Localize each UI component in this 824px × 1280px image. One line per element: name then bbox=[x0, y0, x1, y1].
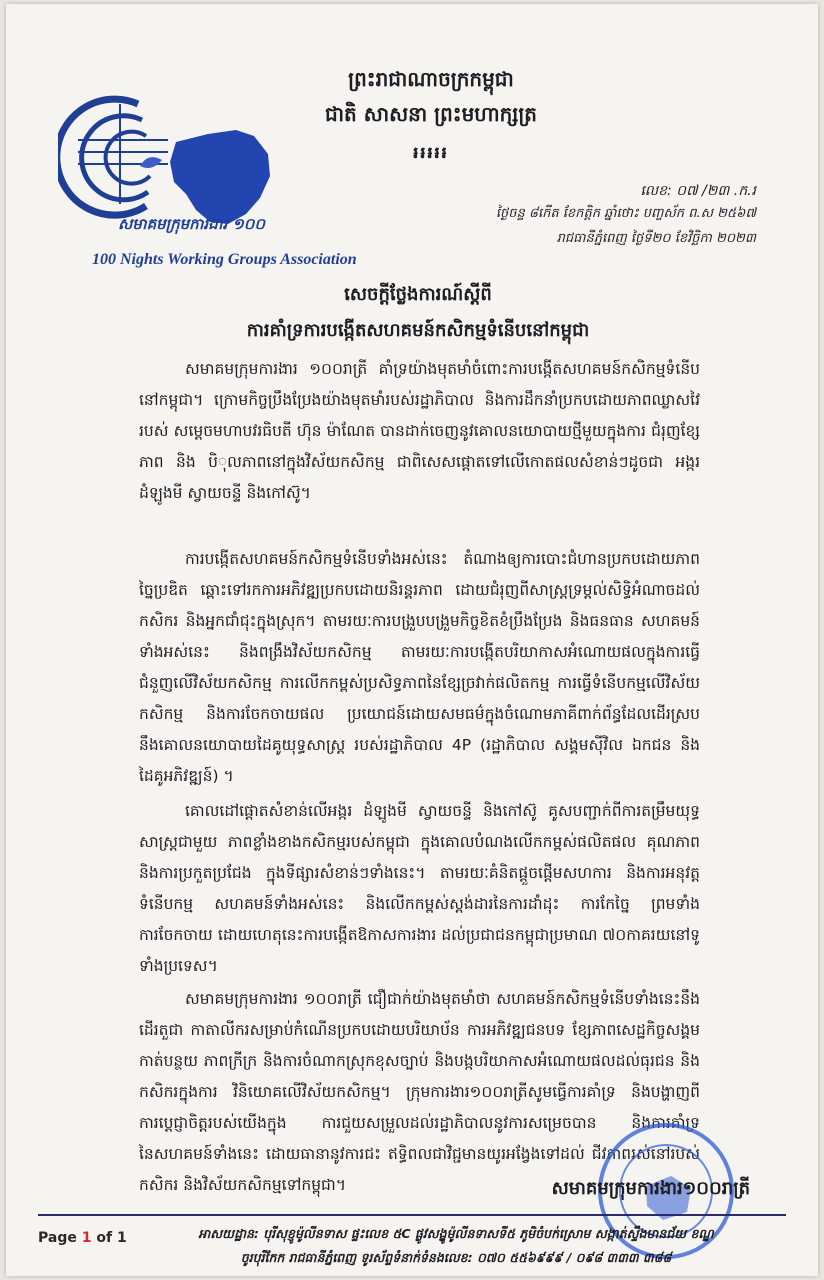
motto-heading: ជាតិ សាសនា ព្រះមហាក្សត្រ bbox=[325, 102, 537, 126]
cambodia-map-icon bbox=[170, 130, 270, 224]
reference-number: លេខ: ០៧ /២៣ .ក.រ bbox=[640, 183, 756, 199]
logo-kh-name: សមាគមក្រុមការងារ ១០០ bbox=[118, 215, 266, 233]
kingdom-heading: ព្រះរាជាណាចក្រកម្ពុជា bbox=[348, 67, 514, 91]
logo-en-name: 100 Nights Working Groups Association bbox=[92, 251, 357, 268]
ornament-divider: ៛៛៛៛៛ bbox=[413, 143, 449, 162]
signature-line: សមាគមក្រុមការងារ១០០រាត្រី bbox=[551, 1178, 750, 1199]
statement-subtitle: ការគាំទ្រការបង្កើតសហគមន៍កសិកម្មទំនើបនៅកម្ពុជា bbox=[246, 320, 590, 341]
logo-leaf-icon bbox=[140, 157, 162, 168]
body-paragraph-1: សមាគមក្រុមការងារ ១០០រាត្រី គាំទ្រយ៉ាងមុតមាំចំពោះការបង្កើតសហគមន៍កសិកម្មទំនើបនៅកម្ពុជា។ ក្រោមកិច្ចប្រឹងប្រែងយ៉ាងមុតមាំរបស់រដ្ឋាភិបាល និងការដឹកនាំប្រកបដោយភាពឈ្លាសវៃរបស់ សម្តេចមហាបវរធិបតី ហ៊ុន ម៉ាណែត បានដាក់ចេញនូវគោលនយោបាយថ្មីមួយក្នុងការ ជំរុញខ្សែភាព និង បិុលភាពនៅក្នុងវិស័យកសិកម្ម ជាពិសេសផ្តោតទៅលើកោតផលសំខាន់ៗដូចជា អង្ករ ដំឡូងមី ស្វាយចន្ទី និងកៅស៊ូ។ bbox=[139, 360, 700, 502]
page-indicator: Page 1 of 1 bbox=[38, 1230, 127, 1246]
body-paragraph-4: សមាគមក្រុមការងារ ១០០រាត្រី ជឿជាក់យ៉ាងមុតមាំថា សហគមន៍កសិកម្មទំនើបទាំងនេះនឹងដើរតួជា កាតាលីករសម្រាប់កំណើនប្រកបដោយបរិយាប័ន ការអភិវឌ្ឍជនបទ ខ្សែភាពសេដ្ឋកិច្ចសង្គម កាត់បន្ថយ ភាពក្រីក្រ និងការចំណាកស្រុកខុសច្បាប់ និងបង្កបរិយាកាសអំណោយផលដល់ធុរជន និងកសិករក្នុងការ វិនិយោគលើវិស័យកសិកម្ម។ ក្រុមការងារ១០០រាត្រីសូមធ្វើការគាំទ្រ និងបង្ហាញពីការប្តេជ្ញាចិត្តរបស់យើងក្នុង ការជួយសម្រួលដល់រដ្ឋាភិបាលនូវការសម្រេចបាន និងការគាំទ្រនៃសហគមន៍ទាំងនេះ ដោយធានានូវការជះ ឥទ្ធិពលជាវិជ្ជមានយូរអង្វែងទៅដល់ ជីវភាពរស់នៅរបស់កសិករ និងវិស័យកសិកម្មទៅកម្ពុជា។ bbox=[139, 990, 700, 1194]
logo-rings-icon bbox=[58, 99, 168, 215]
document-date: រាជធានីភ្នំពេញ ថ្ងៃទី២០ ខែវិច្ឆិកា ២០២៣ bbox=[556, 231, 756, 246]
footer-address: អាសយដ្ឋាន: បុរីសុខ្ញូម៉ូលីនទាស ផ្ទះលេខ ៥C ផ្លូវសង្ខ្ញូម៉ូលីនទាសទី៥ ភូមិចំបក់ស្រោម សង្កាត់ស្ទឹងមានជ័យ ខណ្ឌ bbox=[198, 1226, 714, 1241]
body-paragraph-3: គោលដៅផ្តោតសំខាន់លើអង្ករ ដំឡូងមី ស្វាយចន្ទី និងកៅស៊ូ គូសបញ្ជាក់ពីការតម្រឹមយុទ្ធសាស្ត្រជាមួយ ភាពខ្លាំងខាងកសិកម្មរបស់កម្ពុជា ក្នុងគោលបំណងលើកកម្ពស់ផលិតផល គុណភាព និងការប្រកួតប្រជែង ក្នុងទីផ្សារសំខាន់ៗទាំងនេះ។ តាមរយៈគំនិតផ្តួចផ្តើមសហការ និងការអនុវត្តទំនើបកម្ម សហគមន៍ទាំងអស់នេះ និងលើកកម្ពស់ស្តង់ដារនៃការដាំដុះ ការកែច្នៃ ព្រមទាំងការចែកចាយ ដោយហេតុនេះការបង្កើតឱកាសការងារ ដល់ប្រជាជនកម្ពុជាប្រមាណ ៧០កាគរយនៅទូទាំងប្រទេស។ bbox=[139, 802, 700, 975]
document-page bbox=[6, 4, 818, 1276]
footer-divider bbox=[38, 1214, 786, 1216]
body-paragraph-2: ការបង្កើតសហគមន៍កសិកម្មទំនើបទាំងអស់នេះ តំណាងឲ្យការបោះជំហានប្រកបដោយភាពច្នៃប្រឌិត ឆ្ពោះទៅរកការអភិវឌ្ឍប្រកបដោយនិរន្តរភាព ដោយជំរុញពីសាស្ត្រទ្រម្តល់សិទ្ធិអំណាចដល់កសិករ និងអ្នកជាំជុះក្នុងស្រុក។ តាមរយៈការបង្រួបបង្រួមកិច្ចខិតខំប្រឹងប្រែង និងធនធាន សហគមន៍ទាំងអស់នេះ និងពង្រឹងវិស័យកសិកម្ម តាមរយៈការបង្កើតបរិយាកាសអំណោយផលក្នុងការធ្វើជំនួញលើវិស័យកសិកម្ម ការលើកកម្ពស់ប្រសិទ្ធភាពនៃខ្សែច្រវាក់ផលិតកម្ម ការធ្វើទំនើបកម្មលើវិស័យកសិកម្ម និងការចែកចាយផល ប្រយោជន៍ដោយសមធម៌ក្នុងចំណោមភាគីពាក់ព័ន្ធដែលដើរស្រប នឹងគោលនយោបាយដៃគូយុទ្ធសាស្ត្រ របស់រដ្ឋាភិបាល 4P (រដ្ឋាភិបាល សង្គមស៊ីវិល ឯកជន និងដៃគូអភិវឌ្ឍន៍) ។ bbox=[139, 550, 700, 785]
statement-title: សេចក្តីថ្លែងការណ៍ស្តីពី bbox=[344, 284, 492, 305]
footer-contact: ចូរបុរីកែក រាជធានីភ្នំពេញ ទូរស័ព្ទទំនាក់ទំនងលេខ: ០៧០ ៥៥៦៩៩៩ / ០៩៨ ៣៣៣ ៣៨៨ bbox=[240, 1250, 672, 1265]
association-logo bbox=[58, 64, 358, 274]
lunar-date: ថ្ងៃចន្ទ ៨កើត ខែកត្តិក ឆ្នាំថោះ បញ្ចស័ក ព.ស ២៥៦៧ bbox=[495, 206, 756, 221]
